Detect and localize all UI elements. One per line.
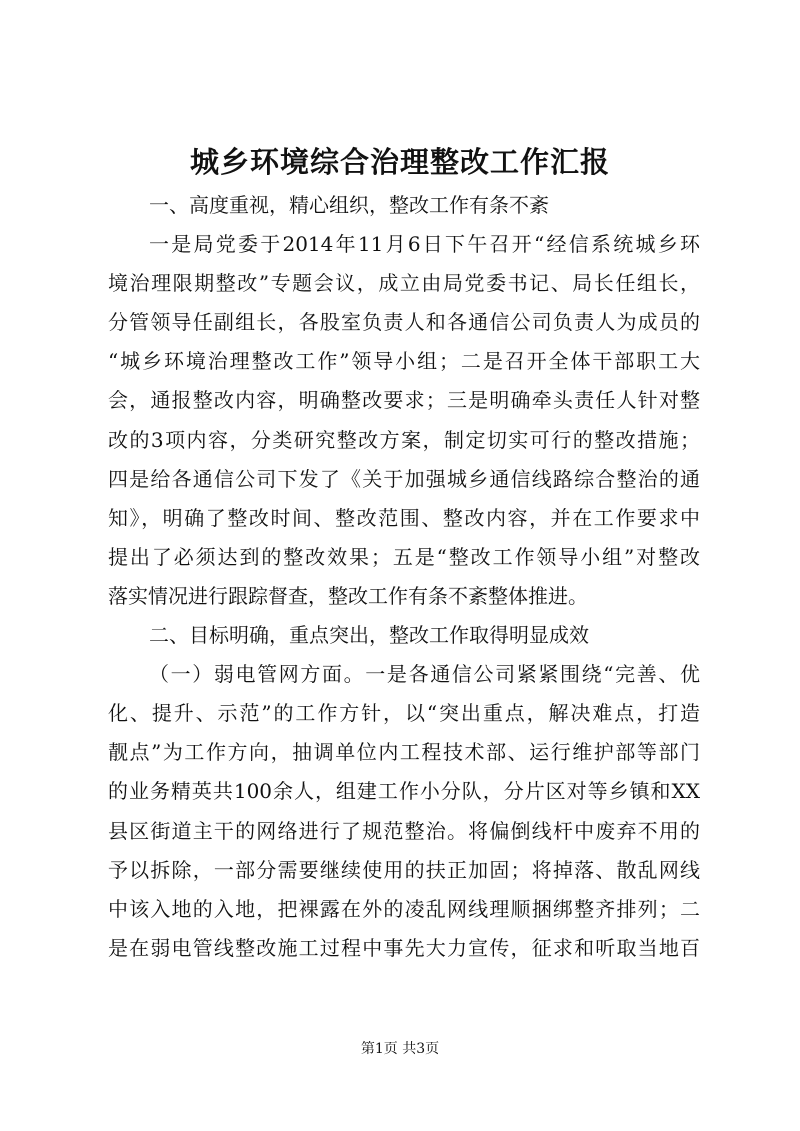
- body-line: 境治理限期整改”专题会议，成立由局党委书记、局长任组长，: [108, 271, 700, 296]
- body-line: 予以拆除，一部分需要继续使用的扶正加固；将掉落、散乱网线: [108, 857, 700, 882]
- body-line: 改的3项内容，分类研究整改方案，制定切实可行的整改措施；: [108, 427, 700, 452]
- section-heading: 二、目标明确，重点突出，整改工作取得明显成效: [149, 623, 589, 648]
- body-line: 分管领导任副组长，各股室负责人和各通信公司负责人为成员的: [108, 310, 700, 335]
- body-line: 一是局党委于2014年11月6日下午召开“经信系统城乡环: [149, 232, 700, 257]
- body-line: 提出了必须达到的整改效果；五是“整改工作领导小组”对整改: [108, 544, 700, 569]
- body-line: 四是给各通信公司下发了《关于加强城乡通信线路综合整治的通: [108, 466, 700, 491]
- body-line: 的业务精英共100余人，组建工作小分队，分片区对等乡镇和XX: [108, 779, 700, 804]
- body-line: 中该入地的入地，把裸露在外的凌乱网线理顺捆绑整齐排列；二: [108, 896, 700, 921]
- page-number: 第1页 共3页: [360, 1041, 440, 1057]
- section-heading: 一、高度重视，精心组织，整改工作有条不紊: [149, 193, 549, 217]
- body-line: “城乡环境治理整改工作”领导小组；二是召开全体干部职工大: [108, 349, 700, 374]
- page-title: 城乡环境综合治理整改工作汇报: [189, 145, 610, 179]
- body-line: （一）弱电管网方面。一是各通信公司紧紧围绕“完善、优: [149, 662, 700, 687]
- body-line: 县区街道主干的网络进行了规范整治。将偏倒线杆中废弃不用的: [108, 818, 700, 843]
- body-line: 落实情况进行跟踪督查，整改工作有条不紊整体推进。: [108, 583, 588, 608]
- body-line: 是在弱电管线整改施工过程中事先大力宣传，征求和听取当地百: [108, 935, 700, 960]
- body-line: 会，通报整改内容，明确整改要求；三是明确牵头责任人针对整: [108, 388, 700, 413]
- body-line: 靓点”为工作方向，抽调单位内工程技术部、运行维护部等部门: [108, 740, 700, 765]
- body-line: 化、提升、示范”的工作方针，以“突出重点，解决难点，打造: [108, 701, 700, 726]
- document-body: [108, 186, 700, 968]
- body-line: 知》，明确了整改时间、整改范围、整改内容，并在工作要求中: [108, 505, 700, 530]
